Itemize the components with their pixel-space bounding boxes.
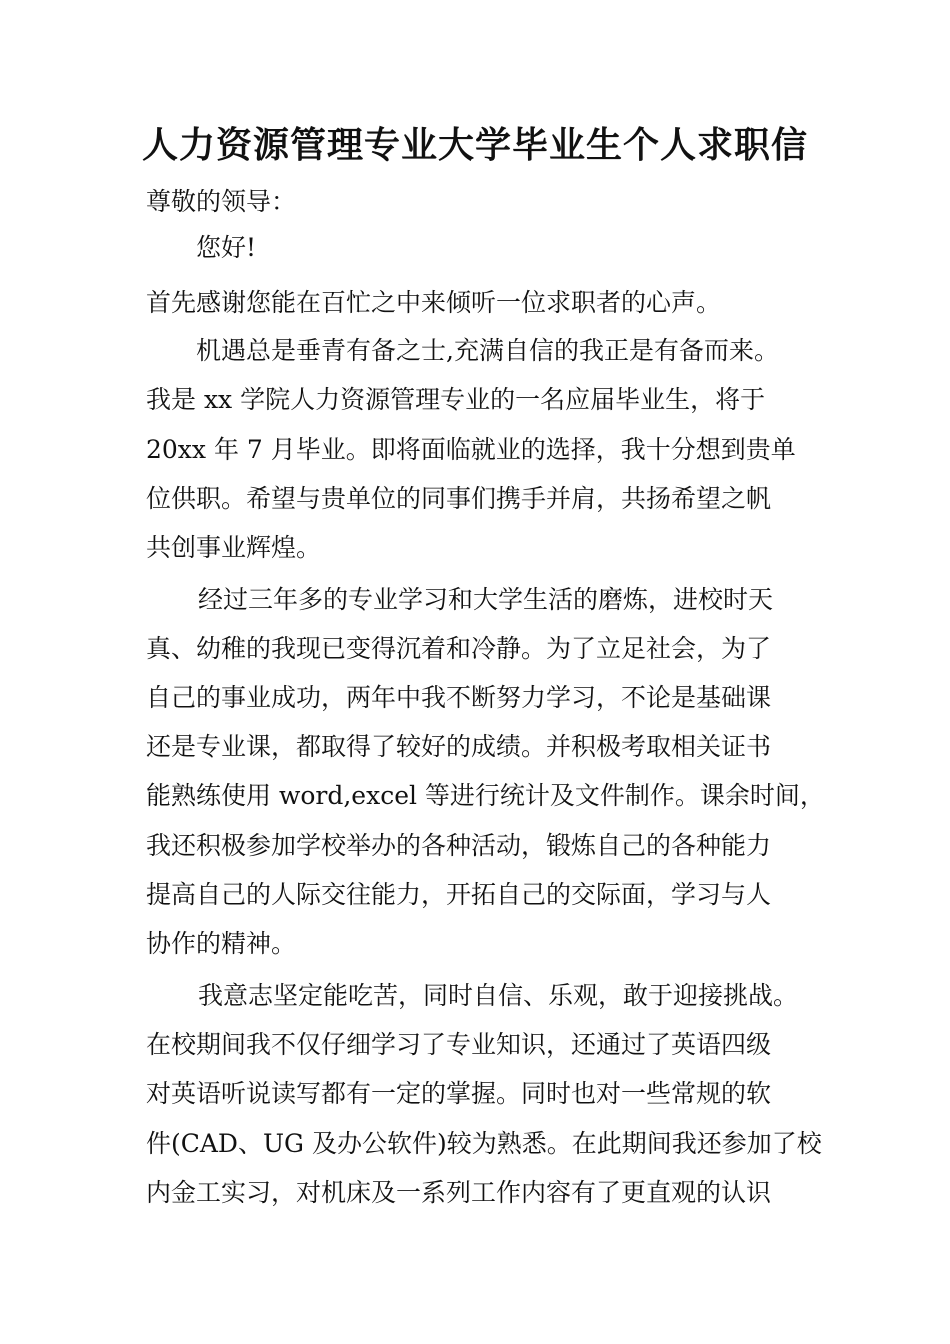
body-line: 还是专业课，都取得了较好的成绩。并积极考取相关证书 xyxy=(146,732,772,761)
greeting: 您好! xyxy=(196,233,257,262)
body-line: 自己的事业成功，两年中我不断努力学习，不论是基础课 xyxy=(146,683,772,712)
body-line: 我还积极参加学校举办的各种活动，锻炼自己的各种能力 xyxy=(146,831,772,860)
body-line: 我意志坚定能吃苦，同时自信、乐观，敢于迎接挑战。 xyxy=(198,981,799,1010)
body-line: 我是 xx 学院人力资源管理专业的一名应届毕业生，将于 xyxy=(146,385,766,414)
salutation: 尊敬的领导： xyxy=(146,187,297,216)
body-line: 提高自己的人际交往能力，开拓自己的交际面，学习与人 xyxy=(146,880,772,909)
body-line: 在校期间我不仅仔细学习了专业知识，还通过了英语四级 xyxy=(146,1030,772,1059)
body-line: 20xx 年 7 月毕业。即将面临就业的选择，我十分想到贵单 xyxy=(146,435,796,464)
body-line: 经过三年多的专业学习和大学生活的磨炼，进校时天 xyxy=(198,585,774,614)
body-line: 共创事业辉煌。 xyxy=(146,533,322,562)
body-line: 对英语听说读写都有一定的掌握。同时也对一些常规的软 xyxy=(146,1079,772,1108)
body-line: 位供职。希望与贵单位的同事们携手并肩，共扬希望之帆 xyxy=(146,484,772,513)
body-line: 件(CAD、UG 及办公软件)较为熟悉。在此期间我还参加了校 xyxy=(146,1129,822,1158)
body-line: 能熟练使用 word,excel 等进行统计及文件制作。课余时间， xyxy=(146,781,825,810)
body-line: 内金工实习，对机床及一系列工作内容有了更直观的认识 xyxy=(146,1178,772,1207)
body-line: 机遇总是垂青有备之士,充满自信的我正是有备而来。 xyxy=(196,336,779,365)
body-line: 首先感谢您能在百忙之中来倾听一位求职者的心声。 xyxy=(146,288,722,317)
document-title: 人力资源管理专业大学毕业生个人求职信 xyxy=(141,125,808,166)
body-line: 真、幼稚的我现已变得沉着和冷静。为了立足社会，为了 xyxy=(146,634,772,663)
body-line: 协作的精神。 xyxy=(146,929,297,958)
